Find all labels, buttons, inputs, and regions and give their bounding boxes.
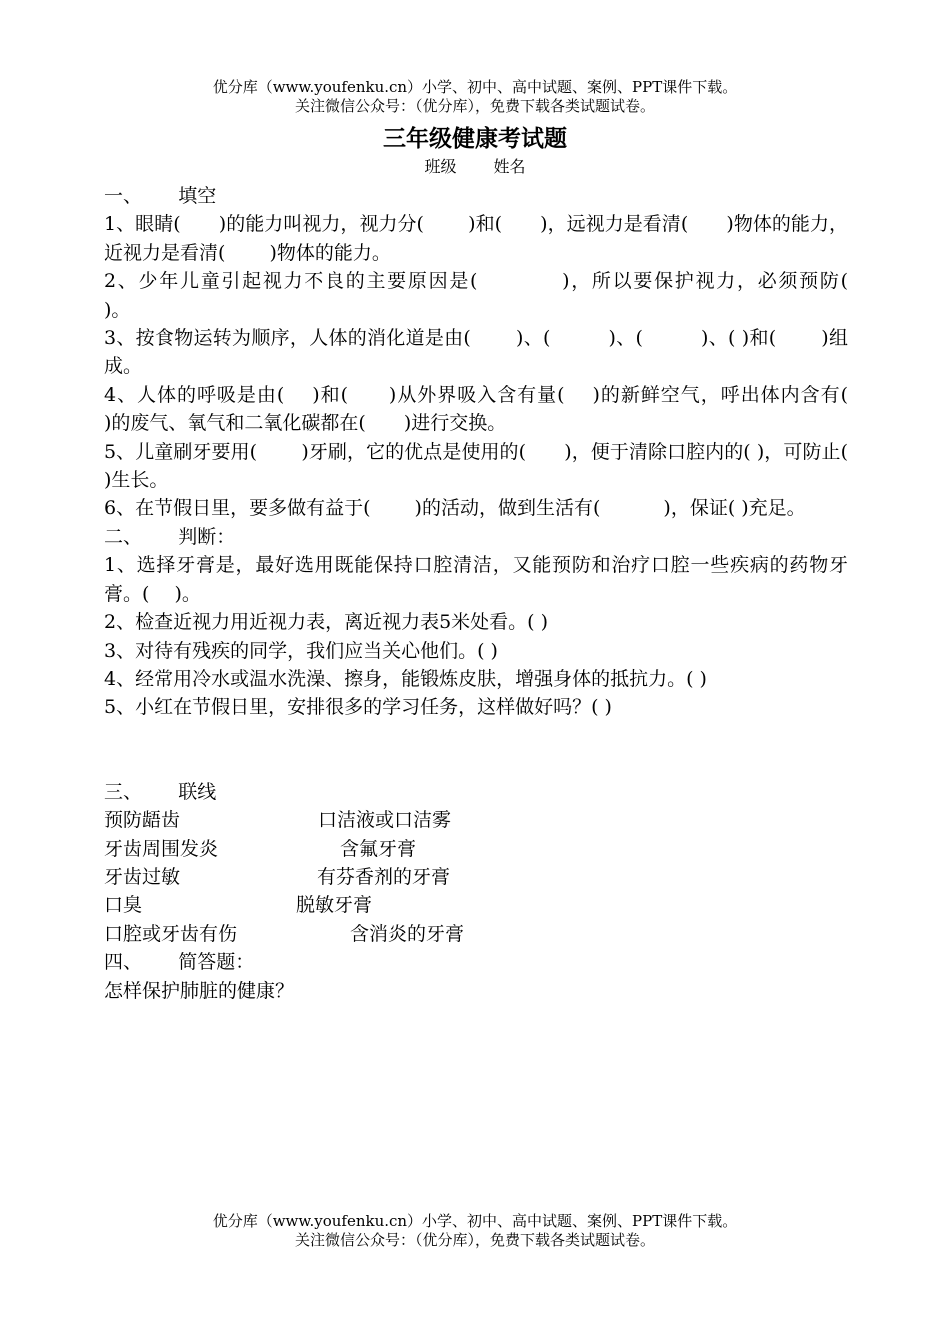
matching-left-item: 预防龉齿 [104, 809, 181, 832]
exam-content [104, 182, 893, 1005]
judge-question-5: 5、小红在节假日里，安排很多的学习任务，这样做好吗？( ) [104, 696, 612, 719]
footer-line-2: 关注微信公众号：（优分库），免费下载各类试题试卷。 [294, 1231, 655, 1249]
matching-left-item: 口臭 [104, 894, 143, 917]
matching-row [104, 920, 848, 948]
section-fill-in-heading: 一、 填空 [104, 185, 217, 207]
name-label: 姓名 [493, 157, 526, 176]
matching-right-item: 有芬香剂的牙膏 [317, 865, 451, 888]
class-label: 班级 [424, 157, 457, 176]
judge-question-1: 1、选择牙膏是，最好选用既能保持口腔清洁，又能预防和治疗口腔一些疾病的药物牙膏。( )。 [104, 554, 848, 605]
header-line-2: 关注微信公众号：（优分库），免费下载各类试题试卷。 [294, 97, 655, 115]
judge-question-3: 3、对待有残疾的同学，我们应当关心他们。( ) [104, 639, 498, 662]
student-info [0, 156, 950, 178]
matching-row [104, 863, 848, 891]
matching-right-item: 脱敏牙膏 [296, 894, 373, 917]
fill-in-question-2: 2、少年儿童引起视力不良的主要原因是( )，所以要保护视力，必须预防( )。 [104, 270, 893, 321]
short-answer-question: 怎样保护肺脏的健康？ [104, 979, 295, 1002]
matching-left-item: 口腔或牙齿有伤 [104, 922, 238, 945]
fill-in-question-1: 1、眼睛( )的能力叫视力，视力分( )和( )，远视力是看清( )物体的能力，近视力是看清( )物体的能力。 [104, 213, 848, 264]
matching-row [104, 835, 848, 863]
header-line-1: 优分库（www.youfenku.cn）小学、初中、高中试题、案例、PPT课件下载。 [212, 78, 738, 96]
matching-left-item: 牙齿周围发炎 [104, 837, 219, 860]
section-matching-heading: 三、 联线 [104, 780, 217, 803]
fill-in-question-3: 3、按食物运转为顺序，人体的消化道是由( )、( )、( )、( )和( )组成。 [104, 327, 848, 378]
page-header [0, 78, 950, 116]
matching-row [104, 806, 848, 834]
footer-line-1: 优分库（www.youfenku.cn）小学、初中、高中试题、案例、PPT课件下载。 [212, 1212, 738, 1230]
matching-right-item: 含消炎的牙膏 [350, 922, 465, 945]
page-title: 三年级健康考试题 [383, 126, 567, 152]
fill-in-question-4: 4、人体的呼吸是由( )和( )从外界吸入含有量( )的新鲜空气，呼出体内含有( )的废气、氧气和二氧化碳都在( )进行交换。 [104, 383, 893, 435]
matching-right-item: 口洁液或口洁雾 [318, 809, 452, 832]
judge-question-2: 2、检查近视力用近视力表，离近视力表5米处看。( ) [104, 611, 549, 634]
blank-space [104, 722, 848, 778]
matching-left-item: 牙齿过敏 [104, 865, 181, 888]
section-judge-heading: 二、 判断： [104, 525, 236, 548]
judge-question-4: 4、经常用冷水或温水洗澡、擦身，能锻炼皮肤，增强身体的抵抗力。( ) [104, 667, 707, 690]
matching-row [104, 891, 848, 919]
fill-in-question-6: 6、在节假日里，要多做有益于( )的活动，做到生活有( )，保证( )充足。 [104, 497, 806, 520]
page-footer [0, 1212, 950, 1250]
matching-right-item: 含氟牙膏 [340, 837, 417, 860]
section-short-answer-heading: 四、 简答题： [104, 951, 255, 974]
fill-in-question-5: 5、儿童刷牙要用( )牙刷，它的优点是使用的( )，便于清除口腔内的( )，可防止( )生长。 [104, 440, 893, 492]
